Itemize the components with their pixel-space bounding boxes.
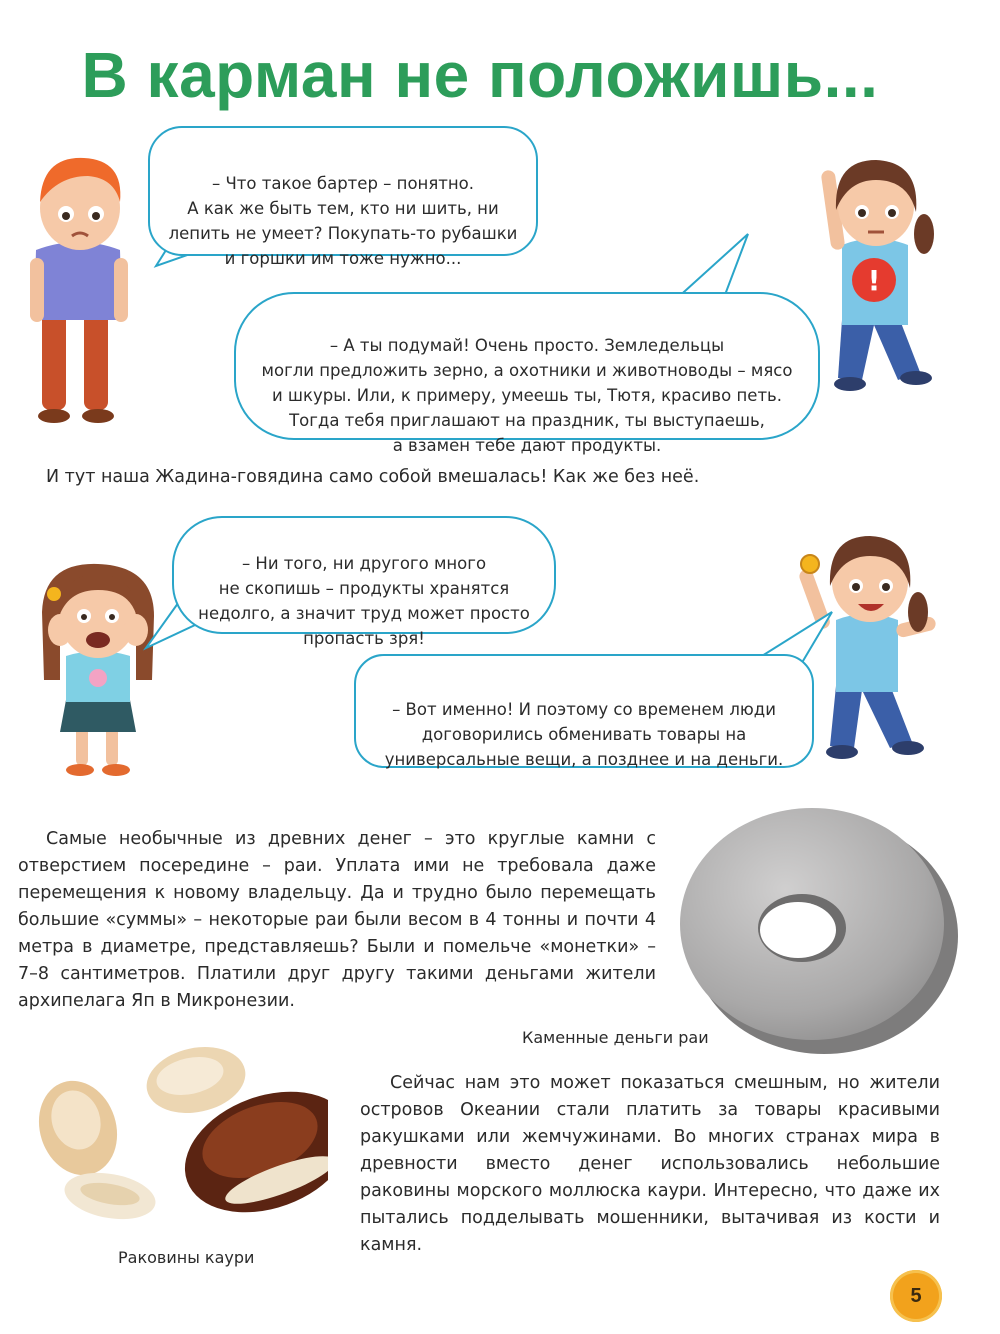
speech-bubble-text: – Вот именно! И поэтому со временем люди договорились обменивать товары на универсальные вещи, а позднее и на деньги. — [384, 700, 784, 769]
rai-stone-caption: Каменные деньги раи — [522, 1028, 709, 1047]
page-number: 5 — [910, 1284, 922, 1307]
cowrie-paragraph: Сейчас нам это может показаться смешным, но жители островов Океании стали платить за товары красивыми ракушками или жемчужинами. Во многих странах мира в древности вместо денег использовались небольшие раковины морского моллюска каури. Интересно, что даже их пытались подделывать мошенники, вытачивая из кости и камня. — [360, 1073, 940, 1255]
narration-text: И тут наша Жадина-говядина само собой вмешалась! Как же без неё. — [46, 467, 700, 487]
svg-text:!: ! — [867, 264, 881, 297]
speech-bubble-text: – Ни того, ни другого много не скопишь – продукты хранятся недолго, а значит труд может просто пропасть зря! — [198, 554, 530, 648]
speech-bubble-girl-coin — [354, 654, 814, 768]
speech-bubble-girl — [234, 292, 820, 455]
speech-bubble-text: – А ты подумай! Очень просто. Земледельцы могли предложить зерно, а охотники и животноводы – мясо и шкуры. Или, к примеру, умеешь ты, Тютя, красиво петь. Тогда тебя приглашают на праздник, ты выступаешь, а взамен тебе дают продукты. — [261, 336, 793, 455]
rai-paragraph: Самые необычные из древних денег – это круглые камни с отверстием посередине – раи. Уплата ими не требовала даже перемещения к новому владельцу. Да и трудно было перемещать большие «суммы» – некоторые раи были весом в 4 тонны и почти 4 метра в диаметре, представляешь? Были и помельче «монетки» – 7–8 сантиметров. Платили друг другу такими деньгами жители архипелага Яп в Микронезии. — [18, 829, 656, 1011]
page-title: В карман не положишь... — [81, 39, 879, 111]
speech-bubble-boy — [148, 126, 538, 268]
speech-bubble-text: – Что такое бартер – понятно. А как же быть тем, кто ни шить, ни лепить не умеет? Покупать-то рубашки и горшки им тоже нужно... — [168, 174, 518, 268]
page-number-badge — [890, 1270, 942, 1322]
cowrie-caption: Раковины каури — [118, 1248, 255, 1267]
boy-illustration — [28, 150, 140, 430]
girl-illustration — [812, 150, 942, 395]
cowrie-shells-image — [28, 1040, 328, 1226]
rai-stone-image — [666, 796, 962, 1058]
speech-bubble-crying-girl — [172, 516, 556, 648]
